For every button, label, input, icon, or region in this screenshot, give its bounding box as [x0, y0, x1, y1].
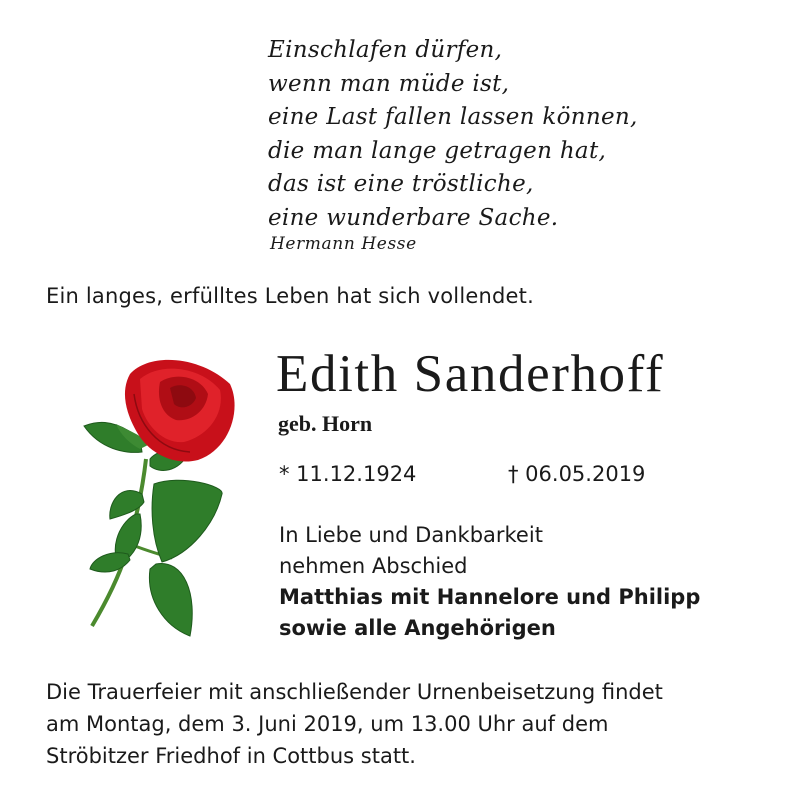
- funeral-notice: [46, 676, 663, 772]
- funeral-line: Die Trauerfeier mit anschließender Urnenbeisetzung findet: [46, 680, 663, 704]
- poem-line: das ist eine tröstliche,: [268, 171, 534, 197]
- maiden-name: geb. Horn: [278, 411, 373, 436]
- poem-line: wenn man müde ist,: [268, 70, 510, 97]
- funeral-line: Ströbitzer Friedhof in Cottbus statt.: [46, 744, 416, 768]
- mourner-names: sowie alle Angehörigen: [279, 616, 556, 640]
- poem-line: Einschlafen dürfen,: [268, 37, 503, 63]
- birth-date: * 11.12.1924: [279, 462, 417, 486]
- mourners-block: [279, 520, 700, 644]
- poem-line: eine Last fallen lassen können,: [268, 104, 638, 130]
- mourners-line: In Liebe und Dankbarkeit: [279, 523, 543, 547]
- poem-line: die man lange getragen hat,: [268, 137, 607, 164]
- intro-text: Ein langes, erfülltes Leben hat sich vollendet.: [46, 284, 534, 308]
- red-rose-icon: [80, 354, 250, 644]
- mourners-line: nehmen Abschied: [279, 554, 468, 578]
- poem-line: eine wunderbare Sache.: [268, 204, 559, 231]
- mourner-names: Matthias mit Hannelore und Philipp: [279, 585, 701, 609]
- deceased-name: Edith Sanderhoff: [276, 345, 665, 403]
- poem-author: Hermann Hesse: [270, 234, 417, 254]
- funeral-line: am Montag, dem 3. Juni 2019, um 13.00 Uhr auf dem: [46, 712, 609, 736]
- death-date: † 06.05.2019: [508, 462, 646, 486]
- poem: [268, 34, 638, 235]
